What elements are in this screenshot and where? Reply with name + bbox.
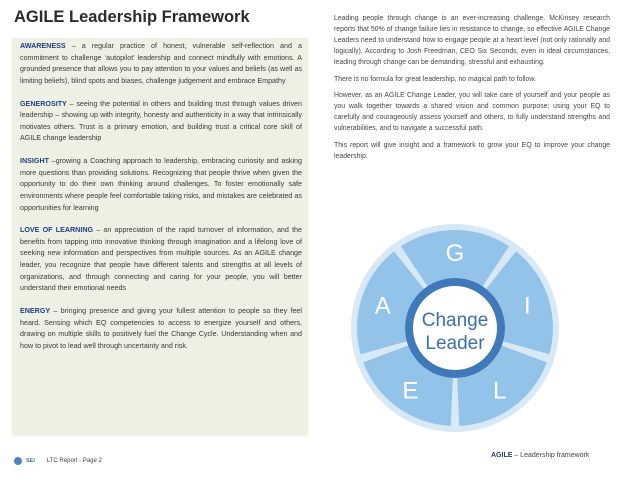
section-text: – seeing the potential in others and building trust through values driven leadership – showing up with integrity, honesty and authenticity in a way that intrinsically motivates others. Trust is a primary emotion, and building trust a critical core skill of AGILE change leadership <box>20 99 302 143</box>
section-text: – an appreciation of the rapid turnover of information, and the benefits from tapping into innovative thinking through imagination and a lifelong love of seeking new information and perspectives from multiple sources. As an AGILE change leader, you recognize that people have different talents and strengths at all levels of organizations, and through connecting and caring for your people, you will better understand their emotional needs <box>20 226 302 293</box>
section-awareness <box>20 41 302 87</box>
footer-left <box>14 457 102 465</box>
page-title: AGILE Leadership Framework <box>14 8 250 26</box>
section-insight <box>20 156 302 214</box>
section-keyword: GENEROSITY <box>20 99 67 108</box>
agile-change-leader-diagram <box>330 218 580 438</box>
section-energy <box>20 306 302 352</box>
framework-definitions-panel <box>12 38 308 436</box>
intro-column <box>334 14 610 169</box>
segment-letter-g: G <box>445 240 465 267</box>
segment-letter-l: L <box>492 377 507 405</box>
section-keyword: INSIGHT <box>20 157 49 166</box>
intro-paragraph: This report will give insight and a framework to grow your EQ to improve your change leadership. <box>334 142 610 160</box>
sei-logo-icon <box>14 457 22 465</box>
section-keyword: ENERGY <box>20 307 51 316</box>
logo-text: SEI <box>26 458 35 464</box>
section-text: –growing a Coaching approach to leadership, embracing curiosity and asking more questions than providing solutions. Recognizing that people thrive when given the opportunity to do their own thinking around challenges. To foster emotionally safe environments where people feel comfortable taking risks, and mistakes are celebrated as opportunities for learning <box>20 157 302 212</box>
section-keyword: AWARENESS <box>20 42 66 50</box>
segment-letter-i: I <box>523 292 531 320</box>
footer-brand: AGILE <box>491 452 513 459</box>
section-generosity <box>20 99 302 145</box>
section-text: – a regular practice of honest, vulnerable self-reflection and a commitment to challenge ‘autopilot’ leadership and connect mindfully with emotions. A grounded presence that allows you to pay attention to your values and beliefs (as well as limiting beliefs), blind spots and biases, challenge judgement and embrace Empathy <box>20 42 302 85</box>
intro-paragraph: However, as an AGILE Change Leader, you will take care of yourself and your people as you walk together towards a shared vision and common purpose; using your EQ to carefully and courageously assess yourself and others, to fully understand strengths and vulnerabilities, and to navigate a successful path. <box>334 92 610 133</box>
intro-paragraph: There is no formula for great leadership, no magical path to follow. <box>334 75 536 83</box>
section-text: – bringing presence and giving your fullest attention to people so they feel heard. Sensing which EQ competencies to access to energize yourself and others, drawing on multiple skills to positively fuel the Change Cycle. Understanding when and how to pivot to lead well through uncertainty and risk. <box>20 307 302 350</box>
segment-letter-a: A <box>374 292 391 320</box>
section-love-of-learning <box>20 225 302 295</box>
footer-subtitle: – Leadership framework <box>512 452 590 459</box>
footer-right <box>491 452 589 459</box>
page-label: LTC Report - Page 2 <box>46 458 102 464</box>
center-label-line2: Leader <box>425 333 485 354</box>
section-keyword: LOVE OF LEARNING <box>20 226 94 235</box>
intro-paragraph: Leading people through change is an ever-increasing challenge. McKinsey research reports that 50% of change failure lies in resistance to change, so effective AGILE Change Leaders need to understand how to engage people at a heart level (not only rationally and logically). According to Josh Freedman, CEO Six Seconds, even in ideal circumstances, leading through change can be demanding, stressful and exhausting. <box>334 15 610 66</box>
center-label-line1: Change <box>421 310 489 331</box>
segment-letter-e: E <box>402 377 419 405</box>
